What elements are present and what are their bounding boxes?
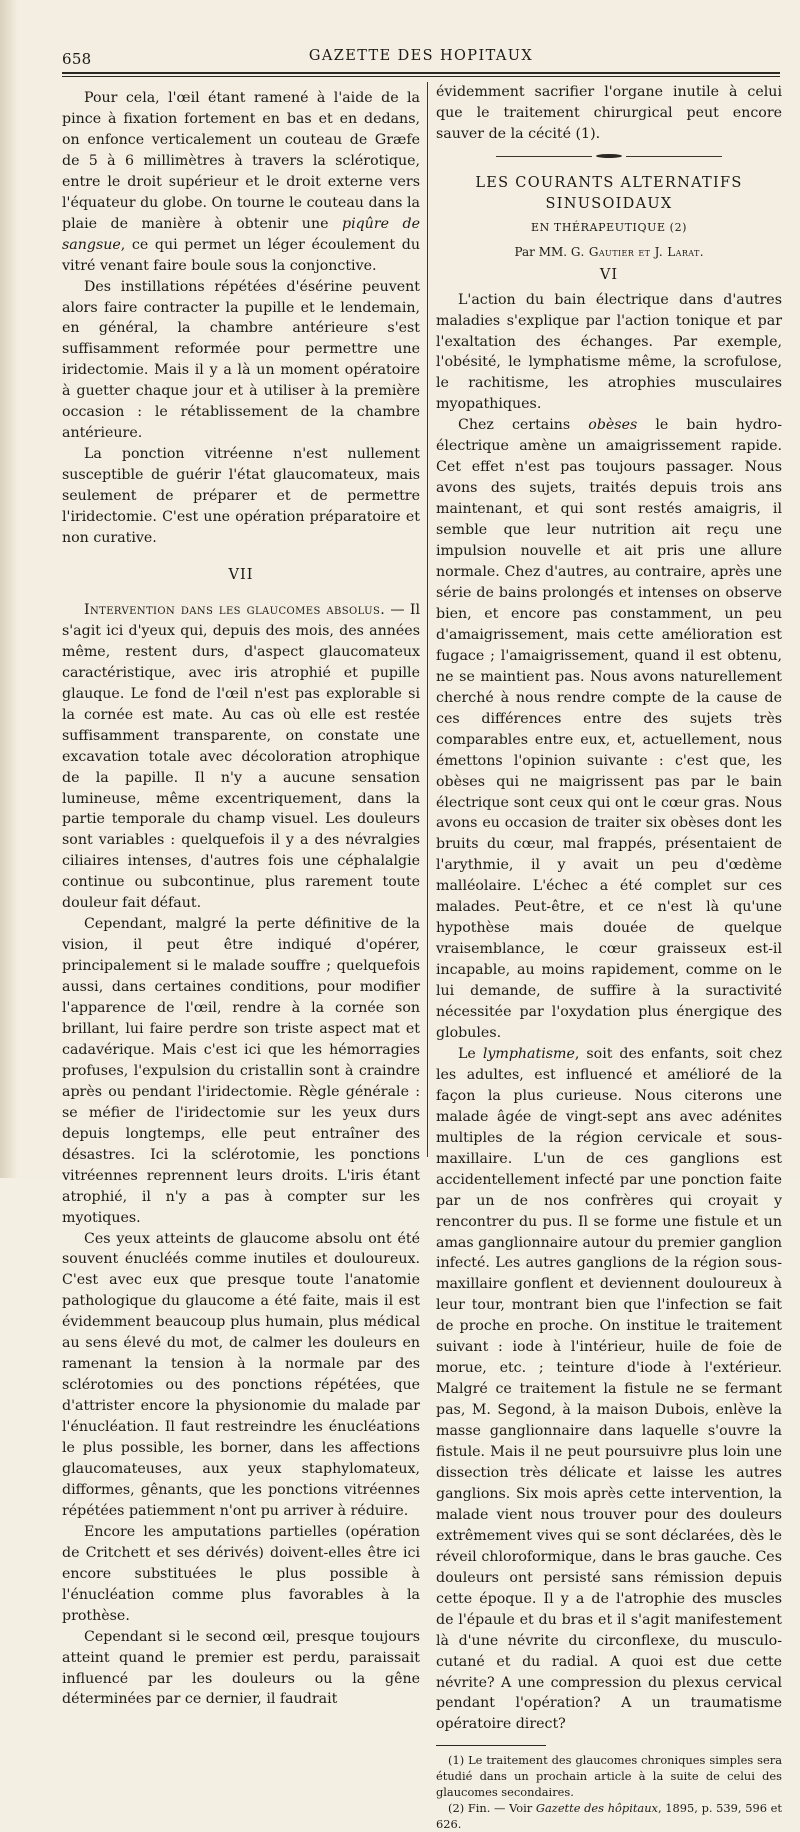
paragraph: Encore les amputations partielles (opération de Critchett et ses dérivés) doivent-elles être ici encore substituées le plus possible à l'énucléation comme plus favorables à la prothèse. [62, 1523, 420, 1624]
emphasis: piqûre de sangsue [62, 215, 420, 253]
footnote [436, 1800, 782, 1832]
text: , ce qui permet un léger écoulement du vitré venant faire boule sous la conjonctive. [62, 236, 420, 274]
section-number: VII [228, 566, 254, 583]
column-divider [427, 82, 428, 1157]
journal-title: GAZETTE DES HOPITAUX [308, 48, 534, 64]
subsection-heading: Intervention dans les glaucomes absolus. [84, 601, 386, 618]
binding-shadow [0, 0, 18, 1178]
text: Chez certains [458, 417, 589, 434]
byline [436, 242, 782, 263]
text: Par MM. [514, 244, 571, 259]
text: — Il s'agit ici d'yeux qui, depuis des mois, des années même, restent durs, d'aspect glaucomateux caractéristique, avec iris atrophié et pupille glauque. Le fond de l'œil n'est pas explorable si la cornée est mate. Au cas où elle est restée suffisamment transparente, on constate une excavation totale avec décoloration atrophique de la papille. Il n'y a aucune sensation lumineuse, même excentriquement, dans la partie temporale du champ visuel. Les douleurs sont variables : quelquefois il y a des névralgies ciliaires intenses, d'autres fois une céphalalgie continue ou subcontinue, plus rarement toute douleur fait défaut. [62, 601, 420, 912]
emphasis: Gazette des hôpitaux [535, 1801, 658, 1816]
paragraph: Ces yeux atteints de glaucome absolu ont été souvent énucléés comme inutiles et douloureux. C'est avec eux que presque toute l'anatomie pathologique du glaucome a été faite, mais il est évidemment beaucoup plus humain, plus médical au sens élevé du mot, de calmer les douleurs en ramenant la tension à la normale par des sclérotomies ou des ponctions répétées, que d'attrister encore la physionomie du malade par l'énucléation. Il faut restreindre les énucléations le plus possible, les borner, dans les affections glaucomateuses, aux yeux staphylomateux, difformes, gênants, que les ponctions vitréennes répétées patiemment n'ont pu arriver à réduire. [62, 1230, 420, 1519]
article-title: LES COURANTS ALTERNATIFS SINUSOIDAUX [475, 174, 743, 212]
article-subtitle: EN THÉRAPEUTIQUE (2) [530, 220, 688, 234]
separator-ornament [436, 149, 782, 163]
page-number: 658 [62, 50, 92, 68]
right-column [436, 82, 782, 1832]
section-number: VI [599, 266, 619, 283]
authors: G. Gautier et J. Larat [570, 244, 700, 259]
paragraph: Cependant si le second œil, presque toujours atteint quand le premier est perdu, paraissait influencé par les douleurs ou la gêne déterminées par ce dernier, il faudrait [62, 1628, 420, 1708]
paragraph: Cependant, malgré la perte définitive de la vision, il peut être indiqué d'opérer, principalement si le malade souffre ; quelquefois aussi, dans certaines conditions, pour modifier l'apparence de l'œil, rendre à la cornée son brillant, lui faire perdre son triste aspect mat et cadavérique. Mais c'est ici que les hémorragies profuses, l'expulsion du cristallin sont à craindre après ou pendant l'iridectomie. Règle générale : se méfier de l'iridectomie sur les yeux durs depuis longtemps, elle peut entraîner des désastres. Ici la sclérotomie, les ponctions vitréennes reprennent leurs droits. L'iris étant atrophié, il n'y a pas à compter sur les myotiques. [62, 916, 420, 1226]
left-column [62, 88, 420, 1710]
footnote: (1) Le traitement des glaucomes chroniques simples sera étudié dans un prochain article à la suite de celui des glaucomes secondaires. [436, 1753, 782, 1800]
paragraph [436, 1044, 782, 1735]
text: , 1895, p. 539, 596 et 626. [436, 1801, 782, 1832]
page-header [62, 48, 780, 70]
footnote-rule [436, 1745, 546, 1746]
text: le bain hydro-électrique amène un amaigrissement rapide. Cet effet n'est pas toujours passager. Nous avons des sujets, traités depuis trois ans maintenant, et qui sont restés amaigris, il semble que leur nutrition ait reçu une impulsion nouvelle et ait pris une allure normale. Chez d'autres, au contraire, après une série de bains prolongés et intenses on observe bien, et encore pas constamment, un peu d'amaigrissement, mais cette amélioration est fugace ; l'amaigrissement, quand il est obtenu, ne se maintient pas. Nous avons naturellement cherché à nous rendre compte de la cause de ces différences entre des sujets très comparables entre eux, et, actuellement, nous émettons l'opinion suivante : c'est que, les obèses qui ne maigrissent pas par le bain électrique sont ceux qui ont le cœur gras. Nous avons eu occasion de traiter six obèses dont les bruits du cœur, mal frappés, présentaient de l'arythmie, il y avait un peu d'œdème malléolaire. L'échec a été complet sur ces malades. Peut-être, et ce n'est là qu'une hypothèse mais douée de quelque vraisemblance, le cœur graisseux est-il incapable, au moins rapidement, comme on le lui demande, de suffire à la suractivité nécessitée par l'oxydation plus énergique des globules. [436, 417, 783, 1041]
emphasis: lymphatisme [482, 1045, 575, 1062]
footnotes [436, 1752, 782, 1832]
paragraph: L'action du bain électrique dans d'autres maladies s'explique par l'action tonique et par l'exaltation des échanges. Par exemple, l'obésité, le lymphatisme même, la scrofulose, le rachitisme, les atrophies musculaires myopathiques. [436, 291, 782, 413]
paragraph: La ponction vitréenne n'est nullement susceptible de guérir l'état glaucomateux, mais seulement de préparer et de permettre l'iridectomie. C'est une opération préparatoire et non curative. [62, 446, 420, 547]
paragraph [436, 415, 782, 1044]
paragraph-continued: évidemment sacrifier l'organe inutile à celui que le traitement chirurgical peut encore sauver de la cécité (1). [436, 84, 782, 142]
emphasis: obèses [588, 417, 638, 434]
text: (2) Fin. — Voir [448, 1801, 536, 1816]
text: . [699, 244, 704, 259]
paragraph [62, 88, 420, 277]
paragraph: Des instillations répétées d'ésérine peuvent alors faire contracter la pupille et le lendemain, en général, la chambre antérieure s'est suffisamment reformée pour permettre une iridectomie. Mais il y a là un moment opératoire à guetter chaque jour et à utiliser à la première occasion : le rétablissement de la chambre antérieure. [62, 278, 420, 442]
text: , soit des enfants, soit chez les adultes, est influencé et amélioré de la façon la plus curieuse. Nous citerons une malade âgée de vingt-sept ans avec adénites multiples de la région cervicale et sous-maxillaire. L'un de ces ganglions est accidentellement infecté par une ponction faite par un de nos confrères qui croyait y rencontrer du pus. Il se forme une fistule et un amas ganglionnaire autour du premier ganglion infecté. Les autres ganglions de la région sous-maxillaire gonflent et deviennent douloureux à leur tour, montrant bien que l'infection se fait de proche en proche. On institue le traitement suivant : iode à l'intérieur, huile de foie de morue, etc. ; teinture d'iode à l'extérieur. Malgré ce traitement la fistule ne se fermant pas, M. Segond, à la maison Dubois, enlève la masse ganglionnaire dans laquelle s'ouvre la fistule. Mais il ne peut poursuivre plus loin une dissection très délicate et laisse les autres ganglions. Six mois après cette intervention, la malade vient nous trouver pour des douleurs extrêmement vives qui se sont déclarées, dès le réveil chloroformique, dans le bras gauche. Ces douleurs ont persisté sans rémission depuis cette époque. Il y a de l'atrophie des muscles de l'épaule et du bras et il s'agit manifestement là d'une névrite du circonflexe, du musculo-cutané et du radial. A quoi est due cette névrite? A une compression du plexus cervical pendant l'opération? A un traumatisme opératoire direct? [436, 1045, 782, 1733]
header-rule [62, 72, 780, 77]
text: Pour cela, l'œil étant ramené à l'aide de la pince à fixation fortement en bas et en dedans, on enfonce verticalement un couteau de Græfe de 5 à 6 millimètres à travers la sclérotique, entre le droit supérieur et le droit externe vers l'équateur du globe. On tourne le couteau dans la plaie de manière à obtenir une [62, 90, 420, 232]
text: Le [458, 1045, 483, 1062]
paragraph [62, 600, 420, 914]
